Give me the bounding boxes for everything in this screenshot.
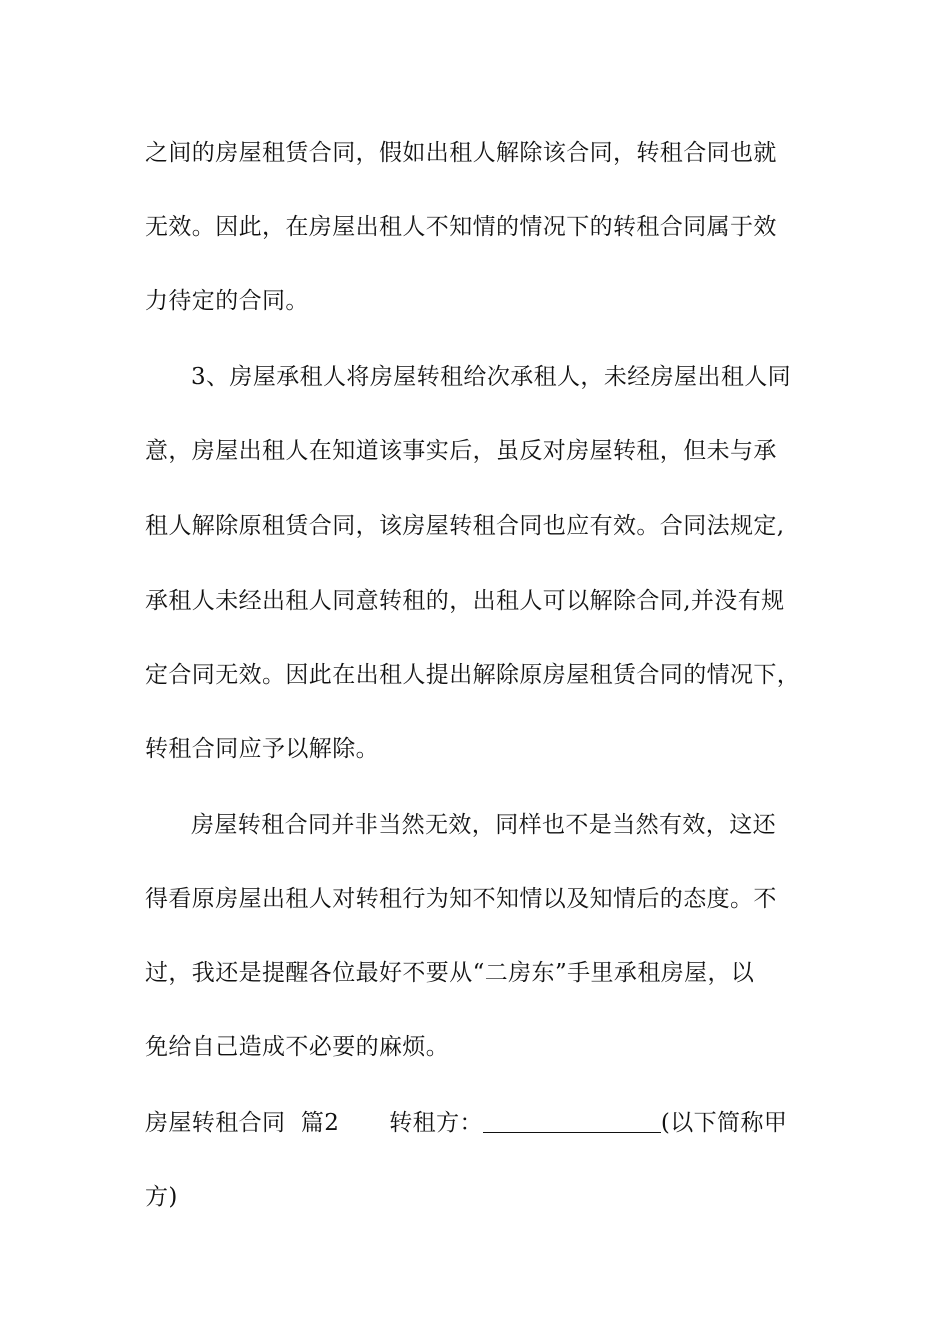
contract-2-heading: 房屋转租合同 篇2 [145,1110,340,1136]
paragraph-3-line-4: 免给自己造成不必要的麻烦。 [145,1034,450,1060]
paragraph-2-line-3: 租人解除原租赁合同，该房屋转租合同也应有效。合同法规定, [145,513,785,539]
sublessor-suffix: (以下简称甲 [660,1110,788,1136]
contract-2-continuation: 方) [145,1184,178,1210]
paragraph-3-line-1: 房屋转租合同并非当然无效，同样也不是当然有效，这还 [191,812,776,838]
paragraph-2-line-4: 承租人未经出租人同意转租的，出租人可以解除合同,并没有规 [145,588,785,614]
sublessor-name-blank[interactable] [483,1112,661,1133]
paragraph-1-line-2: 无效。因此，在房屋出租人不知情的情况下的转租合同属于效 [145,214,777,240]
sublessor-label: 转租方： [389,1110,483,1136]
paragraph-2-line-5: 定合同无效。因此在出租人提出解除原房屋租赁合同的情况下， [145,662,801,688]
paragraph-1-line-3: 力待定的合同。 [145,288,309,314]
paragraph-3-line-3: 过，我还是提醒各位最好不要从“二房东”手里承租房屋，以 [145,960,755,986]
paragraph-3-line-2: 得看原房屋出租人对转租行为知不知情以及知情后的态度。不 [145,886,777,912]
contract-2-heading-line [145,1108,810,1138]
paragraph-2-line-6: 转租合同应予以解除。 [145,736,379,762]
paragraph-2-line-1: 3、房屋承租人将房屋转租给次承租人，未经房屋出租人同 [191,364,792,390]
paragraph-2-line-2: 意，房屋出租人在知道该事实后，虽反对房屋转租，但未与承 [145,438,777,464]
paragraph-1-line-1: 之间的房屋租赁合同，假如出租人解除该合同，转租合同也就 [145,140,777,166]
